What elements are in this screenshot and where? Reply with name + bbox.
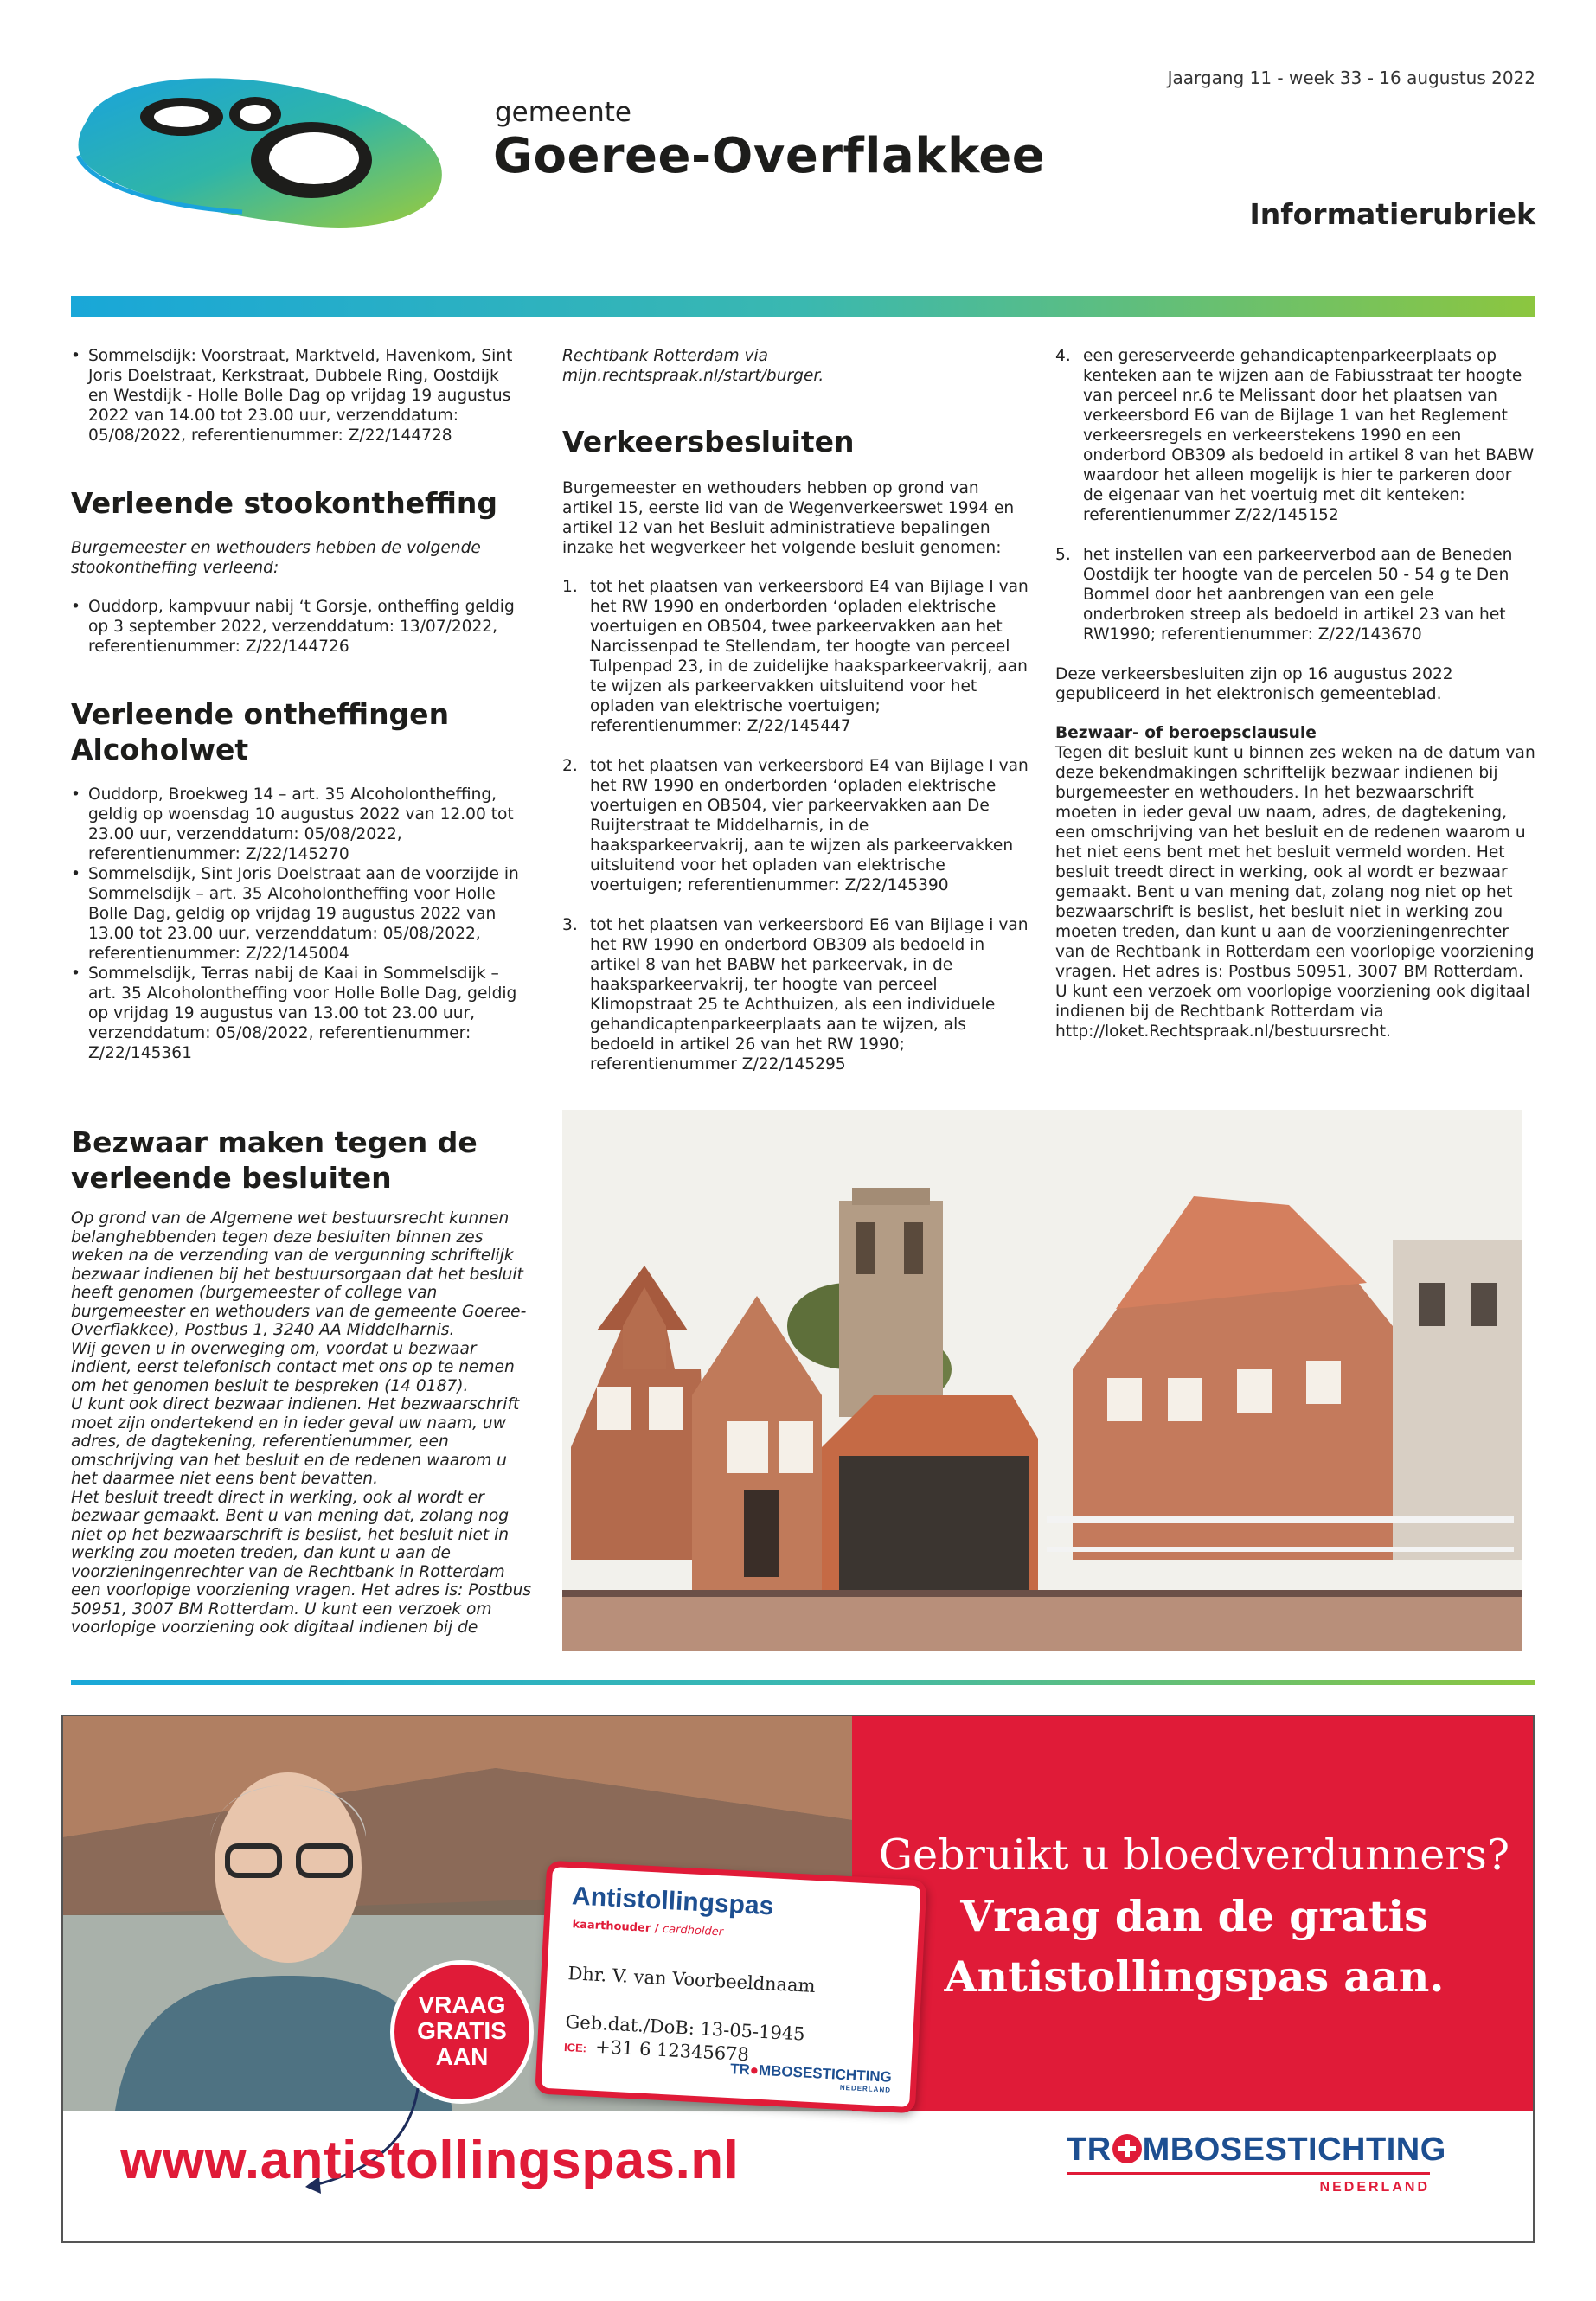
card-trombosestichting-logo: TR●MBOSESTICHTING NEDERLAND <box>729 2061 893 2094</box>
list-item: • Sommelsdijk, Terras nabij de Kaai in Sommelsdijk – art. 35 Alcoholontheffing voor Holle Bolle Dag, geldig op vrijdag 19 augustus van 13.00 tot 23.00 uur, verzenddatum: 05/08/2022, referentienummer: Z/22/145361 <box>71 964 521 1063</box>
municipality-logo <box>69 69 450 234</box>
town-photo <box>562 1110 1522 1651</box>
trombosestichting-logo: TR MBOSESTICHTING NEDERLAND <box>1067 2131 1446 2195</box>
numbered-item <box>562 915 1029 1074</box>
section-title-verkeersbesluiten: Verkeersbesluiten <box>562 425 855 458</box>
list-item: • Ouddorp, kampvuur nabij ‘t Gorsje, ontheffing geldig op 3 september 2022, verzenddatum: 13/07/2022, referentienummer: Z/22/144726 <box>71 597 521 657</box>
numbered-item <box>1055 545 1535 644</box>
headline-line: Antistollingspas aan. <box>944 1952 1445 2002</box>
numbered-item <box>1055 346 1535 525</box>
headline-line: Vraag dan de gratis <box>960 1891 1428 1941</box>
column-2 <box>562 346 1029 1094</box>
column-1 <box>71 346 521 1063</box>
item-number: 4. <box>1055 347 1071 365</box>
item-number: 5. <box>1055 546 1071 564</box>
brand-prefix: gemeente <box>495 97 631 128</box>
card-holder-name: Dhr. V. van Voorbeeldnaam <box>567 1963 817 1997</box>
item-text: een gereserveerde gehandicaptenparkeerplaats op kenteken aan te wijzen aan de Fabiusstraat ter hoogte van perceel nr.6 te Melissant door het plaatsen van verkeersbord E6 van de Bijlage 1 van het Reglement verkeersregels en verkeerstekens 1990 en een onderbord OB309 als bedoeld in artikel 8 van het BABW waardoor het alleen mogelijk is hier te parkeren door de eigenaar van het voertuig met dit kenteken: referentienummer Z/22/145152 <box>1083 347 1535 524</box>
list-item: • Sommelsdijk, Sint Joris Doelstraat aan de voorzijde in Sommelsdijk – art. 35 Alcoholontheffing voor Holle Bolle Dag, geldig op vrijdag 19 augustus 2022 van 13.00 tot 23.00 uur, verzenddatum: 05/08/2022, referentienummer: Z/22/145004 <box>71 864 521 964</box>
cross-circle-icon <box>1112 2134 1142 2163</box>
ad-red-panel <box>852 1716 1535 2111</box>
section-title-alcoholwet: Verleende ontheffingen Alcoholwet <box>71 697 450 766</box>
item-text: tot het plaatsen van verkeersbord E6 van Bijlage i van het RW 1990 en onderbord OB309 als bedoeld in artikel 8 van het BABW het parkeervak, in de haaksparkeervakrij, ter hoogte van perceel Klimopstraat 25 te Achthuizen, als een individuele gehandicaptenparkeerplaats aan te wijzen, als bedoeld in artikel 26 van het RW 1990; referentienummer Z/22/145295 <box>590 916 1029 1074</box>
rubric-title: Informatierubriek <box>1249 197 1535 231</box>
item-number: 1. <box>562 578 578 596</box>
card-title: Antistollingspas <box>571 1881 775 1921</box>
list-item: • Sommelsdijk: Voorstraat, Marktveld, Havenkom, Sint Joris Doelstraat, Kerkstraat, Dubbele Ring, Oostdijk en Westdijk - Holle Bolle Dag op vrijdag 19 augustus 2022 van 14.00 tot 23.00 uur, verzenddatum: 05/08/2022, referentienummer: Z/22/144728 <box>71 346 521 445</box>
section-title-stookontheffing: Verleende stookontheffing <box>71 486 498 520</box>
card-subtitle: kaarthouder / cardholder <box>572 1918 724 1939</box>
bezwaar-section <box>71 1125 538 1638</box>
item-text: tot het plaatsen van verkeersbord E4 van Bijlage I van het RW 1990 en onderborden ‘opladen elektrische voertuigen en OB504, twee parkeervakken aan het Narcissenpad te Stellendam, ter hoogte van perceel Tulpenpad 23, in de zuidelijke haaksparkeervakrij, aan te wijzen als parkeervakken uitsluitend voor het opladen van elektrische voertuigen; referentienummer: Z/22/145447 <box>590 578 1029 735</box>
section-intro: Burgemeester en wethouders hebben op grond van artikel 15, eerste lid van de Wegenverkeerswet 1994 en artikel 12 van het Besluit administratieve bepalingen inzake het wegverkeer het volgende besluit genomen: <box>562 479 1015 557</box>
section-title-bezwaar: Bezwaar maken tegen de verleende besluiten <box>71 1125 478 1195</box>
bezwaar-text: Op grond van de Algemene wet bestuursrecht kunnen belanghebbenden tegen deze besluiten binnen zes weken na de verzending van de vergunning schriftelijk bezwaar indienen bij het bestuursorgaan dat het besluit heeft genomen (burgemeester of college van burgemeester en wethouders van de gemeente Goeree-Overflakkee), Postbus 1, 3240 AA Middelharnis. Wij geven u in overweging om, voordat u bezwaar indient, eerst telefonisch contact met ons op te nemen om het genomen besluit te bespreken (14 0187). U kunt ook direct bezwaar indienen. Het bezwaarschrift moet zijn ondertekend en in ieder geval uw naam, uw adres, de dagtekening, referentienummer, een omschrijving van het besluit en de redenen waarom u het daarmee niet eens bent bevatten. Het besluit treedt direct in werking, ook al wordt er bezwaar gemaakt. Bent u van mening dat, zolang nog niet op het bezwaarschrift is beslist, het besluit niet in werking zou moeten treden, dan kunt u aan de voorzieningenrechter van de Rechtbank in Rotterdam een voorlopige voorziening vragen. Het adres is: Postbus 50951, 3007 BM Rotterdam. U kunt een verzoek om voorlopige voorziening ook digitaal indienen bij de <box>71 1209 532 1637</box>
headline-line: Gebruikt u bloedverdunners? <box>878 1830 1510 1880</box>
ad-headline <box>852 1825 1535 2007</box>
badge-line: AAN <box>435 2043 489 2070</box>
list-item: • Ouddorp, Broekweg 14 – art. 35 Alcoholontheffing, geldig op woensdag 10 augustus 2022 van 12.00 tot 23.00 uur, verzenddatum: 05/08/2022, referentienummer: Z/22/145270 <box>71 785 521 864</box>
column-3 <box>1055 346 1535 1042</box>
item-number: 2. <box>562 757 578 775</box>
numbered-item <box>562 756 1029 895</box>
badge-line: VRAAG <box>418 1991 506 2018</box>
phone-icon: ICE: <box>563 2041 587 2055</box>
section-intro: Burgemeester en wethouders hebben de volgende stookontheffing verleend: <box>71 539 481 577</box>
badge-line: GRATIS <box>417 2017 507 2044</box>
publication-note: Deze verkeersbesluiten zijn op 16 augustus 2022 gepubliceerd in het elektronisch gemeenteblad. <box>1055 665 1453 703</box>
clause-title: Bezwaar- of beroepsclausule <box>1055 724 1317 742</box>
section-divider <box>71 1680 1535 1685</box>
card-ice: ICE: +31 6 12345678 <box>563 2035 750 2066</box>
brand-name: Goeree-Overflakkee <box>493 128 1046 184</box>
antistollingspas-card <box>535 1861 927 2114</box>
ad-url-link[interactable]: www.antistollingspas.nl <box>120 2131 740 2190</box>
item-number: 3. <box>562 916 578 934</box>
clause-text: Tegen dit besluit kunt u binnen zes weken na de datum van deze bekendmakingen schriftelijk bezwaar indienen bij burgemeester en wethouders. In het bezwaarschrift moeten in ieder geval uw naam, adres, de dagtekening, een omschrijving van het besluit en de redenen waarom u het niet eens bent met het besluit vermeld worden. Het besluit treedt direct in werking, ook al wordt er bezwaar gemaakt. Bent u van mening dat, zolang nog niet op het bezwaarschrift is beslist, het besluit niet in werking zou moeten treden, dan kunt u aan de voorzieningenrechter van de Rechtbank in Rotterdam een voorlopige voorziening vragen. Het adres is: Postbus 50951, 3007 BM Rotterdam. U kunt een verzoek om voorlopige voorziening ook digitaal indienen bij de Rechtbank Rotterdam via http://loket.Rechtspraak.nl/bestuursrecht. <box>1055 744 1535 1041</box>
issue-info: Jaargang 11 - week 33 - 16 augustus 2022 <box>1167 67 1535 88</box>
continued-text: Rechtbank Rotterdam via mijn.rechtspraak.nl/start/burger. <box>562 347 824 385</box>
card-dob: Geb.dat./DoB: 13-05-1945 <box>565 2011 806 2045</box>
numbered-item <box>562 577 1029 736</box>
item-text: het instellen van een parkeerverbod aan de Beneden Oostdijk ter hoogte van de percelen 50 - 54 g te Den Bommel door het aanbrengen van een gele onderbroken streep als bedoeld in artikel 23 van het RW1990; referentienummer: Z/22/143670 <box>1083 546 1513 644</box>
item-text: tot het plaatsen van verkeersbord E4 van Bijlage I van het RW 1990 en onderborden ‘opladen elektrische voertuigen en OB504, vier parkeervakken aan De Ruijterstraat te Middelharnis, in de haaksparkeervakrij, aan te wijzen als parkeervakken uitsluitend voor het opladen van elektrische voertuigen; referentienummer: Z/22/145390 <box>590 757 1029 894</box>
advertisement[interactable] <box>61 1715 1535 2243</box>
header-gradient-bar <box>71 296 1535 317</box>
